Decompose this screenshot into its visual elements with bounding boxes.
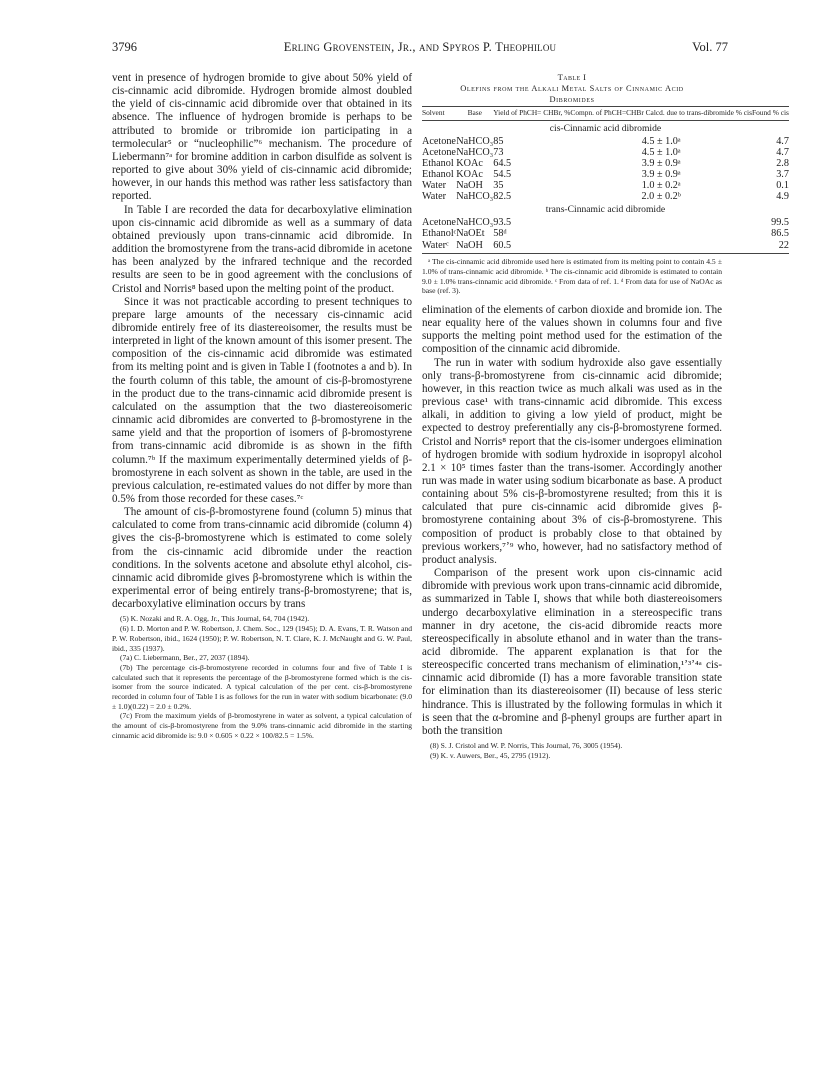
header-base: Base	[467, 107, 482, 117]
footnote: (8) S. J. Cristol and W. P. Norris, This Journal, 76, 3005 (1954).	[430, 741, 623, 751]
left-column	[112, 72, 412, 741]
paragraph: vent in presence of hydrogen bromide to give about 50% yield of cis-cinnamic acid dibromide. Hydrogen bromide almost doubled the yield of cis-cinnamic acid dibromide over that obtained in its absence. The influence of hydrogen bromide is perhaps to be attributed to bromide or tribromide ion participating in a termolecular⁵ or “nucleophilic”⁶ mechanism. The procedure of Liebermann⁷ᵃ for bromine addition in carbon disulfide as solvent is reported to give about 30% yield of cis-cinnamic acid dibromide; however, in our hands this method was rather less satisfactory than reported.	[112, 72, 412, 203]
footnote: (6) I. D. Morton and P. W. Robertson, J. Chem. Soc., 129 (1945); D. A. Evans, T. R. Watson and P. W. Robertson, ibid., 1624 (1950); P. W. Robertson, N. T. Clare, K. J. McNaught and G. W. Paul, ibid., 335 (1937).	[112, 624, 412, 653]
paragraph: The run in water with sodium hydroxide also gave essentially only trans-β-bromostyrene from cis-cinnamic acid dibromide; however, in this reaction twice as much alkali was used as in the previous case¹ with trans-cinnamic acid dibromide. This excess alkali, in addition to giving a low yield of product, might be expected to destroy preferentially any cis-β-bromostyrene formed. Cristol and Norris⁸ report that the cis-isomer undergoes elimination of hydrogen bromide with sodium hydroxide in isopropyl alcohol 2.1 × 10⁵ times faster than the trans-isomer. Accordingly another run was made in water using sodium bicarbonate as base. A product containing about 5% cis-β-bromostyrene resulted; from this it is calculated that pure cis-cinnamic acid dibromide gives β-bromostyrene containing about 3% of cis-β-bromostyrene. This composition of product is probably close to that obtained by previous workers,⁷ʼ⁹ who, however, had no satisfactory method of product analysis.	[422, 356, 722, 566]
header-solvent: Solvent	[422, 107, 445, 117]
table-row: Ethanolᶜ NaOEt 58ᵈ 86.5	[422, 228, 789, 240]
page-header	[112, 40, 728, 58]
data-table	[422, 106, 789, 254]
section-label: cis-Cinnamic acid dibromide	[549, 122, 662, 134]
footnote: (5) K. Nozaki and R. A. Ogg, Jr., This Journal, 64, 704 (1942).	[120, 614, 310, 624]
paragraph: Comparison of the present work upon cis-cinnamic acid dibromide with previous work upon trans-cinnamic acid dibromide, as summarized in Table I, shows that while both diastereoisomers undergo decarboxylative elimination in a stereospecific trans manner in dry acetone, the cis-acid dibromide reacts more stereospecifically in absolute ethanol and in water than the trans-acid dibromide. The apparent explanation is that for the stereospecific concerted trans mechanism of elimination,¹ʼ³ʼ⁴ᵃ cis-cinnamic acid dibromide (I) has a more favorable transition state for elimination than its diastereoisomer (II) because of less steric hindrance. This is illustrated by the following formulas in which it is seen that the α-bromine and β-phenyl groups are further apart in both the transition	[422, 567, 722, 737]
header-found: Found % cis	[751, 107, 789, 117]
paragraph: In Table I are recorded the data for decarboxylative elimination upon cis-cinnamic acid dibromide as well as a summary of data obtained previously upon trans-cinnamic acid dibromide. In addition the bromostyrene from the trans-acid dibromide in acetone has been analyzed by the infrared technique and the recorded results are seen to be in good agreement with the conclusions of Cristol and Norris⁸ based upon the melting point of the product.	[112, 203, 412, 295]
table-header-row	[422, 109, 789, 119]
footnotes-right	[422, 741, 722, 760]
table-row: Acetone NaHCO₃ 85 4.5 ± 1.0ᵃ 4.7	[422, 135, 789, 147]
paragraph: Since it was not practicable according to present techniques to prepare large amounts of the necessary cis-cinnamic acid dibromide entirely free of its diastereoisomer, the results must be interpreted in light of the known amount of this isomer present. The composition of the cis-cinnamic acid dibromide was estimated from its melting point and is given in Table I (footnotes a and b). In the fourth column of this table, the amount of cis-β-bromostyrene in the product due to the trans-cinnamic acid dibromide present is calculated on the assumption that the two diastereoisomeric cinnamic acid dibromides are converted to β-bromostyrene in the same yield and that the proportion of isomers of β-bromostyrene from trans-cinnamic acid dibromide is as shown in the fifth column.⁷ᵇ If the maximum experimentally determined yields of β-bromostyrene in each solvent as shown in the table, are used in the previous calculation, re-estimated values do not differ by more than 0.5% from those recorded for these cases.⁷ᶜ	[112, 295, 412, 505]
table-row: Acetone NaHCO₃ 73 4.5 ± 1.0ᵃ 4.7	[422, 146, 789, 158]
footnote: (9) K. v. Auwers, Ber., 45, 2795 (1912).	[430, 750, 551, 760]
footnotes-left	[112, 614, 412, 740]
table-footnote: ᵃ The cis-cinnamic acid dibromide used here is estimated from its melting point to contain 4.5 ± 1.0% of trans-cinnamic acid dibromide. ᵇ The cis-cinnamic acid dibromide is estimated to contain 9.0 ± 1.0% trans-cinnamic acid dibromide. ᶜ From data of ref. 1. ᵈ From data for use of NaOAc as base (ref. 3).	[422, 257, 722, 296]
table-row: Water NaHCO₃ 82.5 2.0 ± 0.2ᵇ 4.9	[422, 191, 789, 203]
volume-label: Vol. 77	[692, 40, 728, 54]
table-caption: Olefins from the Alkali Metal Salts of Cinnamic Acid	[460, 84, 684, 93]
footnote: (7b) The percentage cis-β-bromostyrene recorded in columns four and five of Table I is calculated such that it represents the percentage of the β-bromostyrene formed which is the cis-isomer from the source indicated. A typical calculation of the per cent. cis-β-bromostyrene recorded in column four of Table I is as follows for the run in water with sodium bicarbonate: (9.0 ± 1.0)(0.22) = 2.0 ± 0.2%.	[112, 662, 412, 711]
table-block	[422, 72, 789, 296]
paragraph: elimination of the elements of carbon dioxide and bromide ion. The near equality here of the values shown in columns four and five supports the melting point method used for the estimation of the composition of the cinnamic acid dibromide.	[422, 303, 722, 356]
header-yield: Yield of PhCH= CHBr, %	[493, 107, 571, 117]
table-title: Table I	[557, 72, 587, 82]
table-row: Acetone NaHCO₃ 93.5 99.5	[422, 217, 789, 229]
table-row: Water NaOH 35 1.0 ± 0.2ᵃ 0.1	[422, 180, 789, 192]
footnote: (7c) From the maximum yields of β-bromostyrene in water as solvent, a typical calculation of the amount of cis-β-bromostyrene from the 9.0% trans-cinnamic acid dibromide in the starting cinnamic acid dibromide is: 9.0 × 0.605 × 0.22 × 100/82.5 = 1.5%.	[112, 711, 412, 740]
footnote: (7a) C. Liebermann, Ber., 27, 2037 (1894).	[120, 653, 250, 663]
running-head-authors: Erling Grovenstein, Jr., and Spyros P. Theophilou	[283, 40, 557, 54]
page-number: 3796	[112, 40, 137, 54]
paragraph: The amount of cis-β-bromostyrene found (column 5) minus that calculated to come from trans-cinnamic acid dibromide (column 4) gives the cis-β-bromostyrene which is estimated to come solely from the cis-cinnamic acid dibromide under the reaction conditions. In the solvents acetone and absolute ethyl alcohol, cis-cinnamic acid dibromide gives β-bromostyrene which is within the experimental error of being entirely trans-β-bromostyrene; that is, decarboxylative elimination occurs by trans	[112, 506, 412, 611]
table-row: Ethanol KOAc 54.5 3.9 ± 0.9ᵃ 3.7	[422, 168, 789, 180]
right-column	[422, 72, 789, 761]
table-caption-line2: Dibromides	[549, 95, 595, 104]
header-calcd: Compn. of PhCH=CHBr Calcd. due to trans-dibromide % cis	[570, 107, 752, 117]
section-label: trans-Cinnamic acid dibromide	[545, 204, 666, 216]
table-row: Ethanol KOAc 64.5 3.9 ± 0.9ᵃ 2.8	[422, 157, 789, 169]
table-row: Waterᶜ NaOH 60.5 22	[422, 239, 789, 251]
